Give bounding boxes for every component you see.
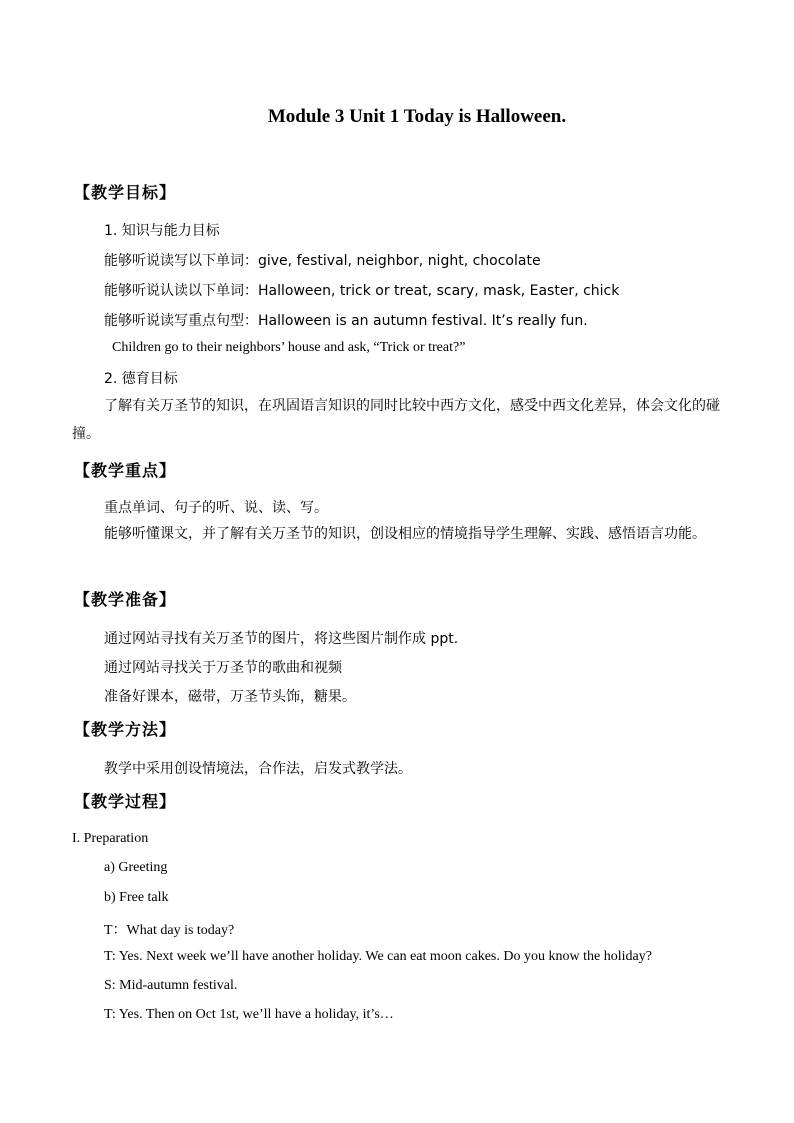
methods-heading: 【教学方法】 [74, 720, 177, 739]
objectives-vocab-recognize: 能够听说认读以下单词：Halloween, trick or treat, scary, mask, Easter, chick [104, 283, 620, 299]
process-dialogue-t3: T: Yes. Then on Oct 1st, we’ll have a holiday, it’s… [104, 1007, 394, 1022]
process-dialogue-t1: T：What day is today? [104, 923, 235, 938]
objectives-item-1: 1. 知识与能力目标 [104, 223, 220, 239]
process-heading: 【教学过程】 [74, 792, 177, 811]
key-points-heading: 【教学重点】 [74, 461, 177, 480]
process-dialogue-t2: T: Yes. Next week we’ll have another holiday. We can eat moon cakes. Do you know the holiday? [104, 949, 652, 964]
key-points-line-2: 能够听懂课文，并了解有关万圣节的知识，创设相应的情境指导学生理解、实践、感悟语言功能。 [104, 526, 706, 542]
preparation-line-3: 准备好课本，磁带，万圣节头饰，糖果。 [104, 689, 356, 705]
objectives-item-2: 2. 德育目标 [104, 371, 178, 387]
objectives-sentence-2: Children go to their neighbors’ house and ask, “Trick or treat?” [112, 340, 466, 355]
process-step-b: b) Free talk [104, 890, 169, 905]
key-points-line-1: 重点单词、句子的听、说、读、写。 [104, 500, 328, 516]
objectives-moral-text: 了解有关万圣节的知识，在巩固语言知识的同时比较中西方文化，感受中西文化差异，体会文化的碰撞。 [72, 398, 720, 442]
document-title: Module 3 Unit 1 Today is Halloween. [267, 106, 567, 127]
preparation-line-1: 通过网站寻找有关万圣节的图片，将这些图片制作成 ppt. [104, 631, 459, 647]
objectives-heading: 【教学目标】 [74, 183, 177, 202]
objectives-sentences: 能够听说读写重点句型：Halloween is an autumn festival. It’s really fun. [104, 313, 588, 329]
process-dialogue-s1: S: Mid-autumn festival. [104, 978, 238, 993]
methods-line-1: 教学中采用创设情境法，合作法，启发式教学法。 [104, 761, 412, 777]
preparation-heading: 【教学准备】 [74, 590, 177, 609]
objectives-vocab-write: 能够听说读写以下单词：give, festival, neighbor, night, chocolate [104, 253, 541, 269]
process-part-1: I. Preparation [72, 831, 149, 846]
preparation-line-2: 通过网站寻找关于万圣节的歌曲和视频 [104, 660, 342, 676]
process-step-a: a) Greeting [104, 860, 168, 875]
